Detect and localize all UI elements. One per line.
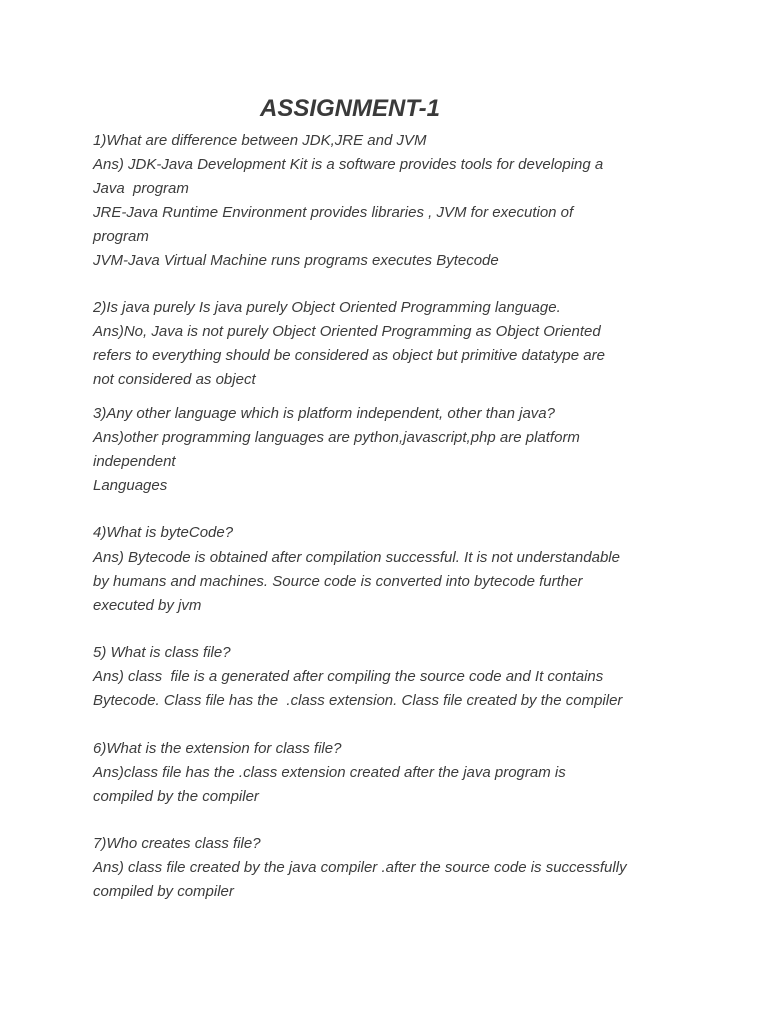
answer-6-line-2: compiled by the compiler: [93, 788, 259, 805]
answer-1-line-5: JVM-Java Virtual Machine runs programs executes Bytecode: [93, 252, 499, 269]
answer-7-line-1: Ans) class file created by the java compiler .after the source code is successfully: [93, 859, 627, 876]
answer-5-line-1: Ans) class file is a generated after compiling the source code and It contains: [93, 668, 604, 685]
answer-3-line-3: Languages: [93, 477, 168, 494]
answer-1-line-2: Java program: [93, 180, 189, 197]
answer-1-line-3: JRE-Java Runtime Environment provides libraries , JVM for execution of: [93, 204, 574, 221]
answer-4-line-2: by humans and machines. Source code is converted into bytecode further: [93, 573, 583, 590]
document-title: ASSIGNMENT-1: [260, 95, 441, 122]
answer-6-line-1: Ans)class file has the .class extension created after the java program is: [93, 764, 566, 781]
answer-1-line-4: program: [93, 228, 149, 245]
answer-3-line-2: independent: [93, 453, 176, 470]
answer-4-line-3: executed by jvm: [93, 597, 202, 614]
answer-7-line-2: compiled by compiler: [93, 883, 234, 900]
answer-2-line-2: refers to everything should be considered as object but primitive datatype are: [93, 347, 605, 364]
answer-1-line-1: Ans) JDK-Java Development Kit is a software provides tools for developing a: [93, 156, 604, 173]
answer-5-line-2: Bytecode. Class file has the .class extension. Class file created by the compiler: [93, 692, 623, 709]
question-6: 6)What is the extension for class file?: [93, 740, 342, 757]
question-3: 3)Any other language which is platform independent, other than java?: [93, 405, 555, 422]
answer-3-line-1: Ans)other programming languages are python,javascript,php are platform: [93, 429, 580, 446]
answer-4-line-1: Ans) Bytecode is obtained after compilation successful. It is not understandable: [93, 549, 620, 566]
answer-2-line-3: not considered as object: [93, 371, 256, 388]
answer-2-line-1: Ans)No, Java is not purely Object Oriented Programming as Object Oriented: [93, 323, 601, 340]
question-5: 5) What is class file?: [93, 644, 231, 661]
question-2: 2)Is java purely Is java purely Object Oriented Programming language.: [93, 299, 561, 316]
question-7: 7)Who creates class file?: [93, 835, 261, 852]
question-4: 4)What is byteCode?: [93, 524, 234, 541]
question-1: 1)What are difference between JDK,JRE and JVM: [93, 132, 427, 149]
